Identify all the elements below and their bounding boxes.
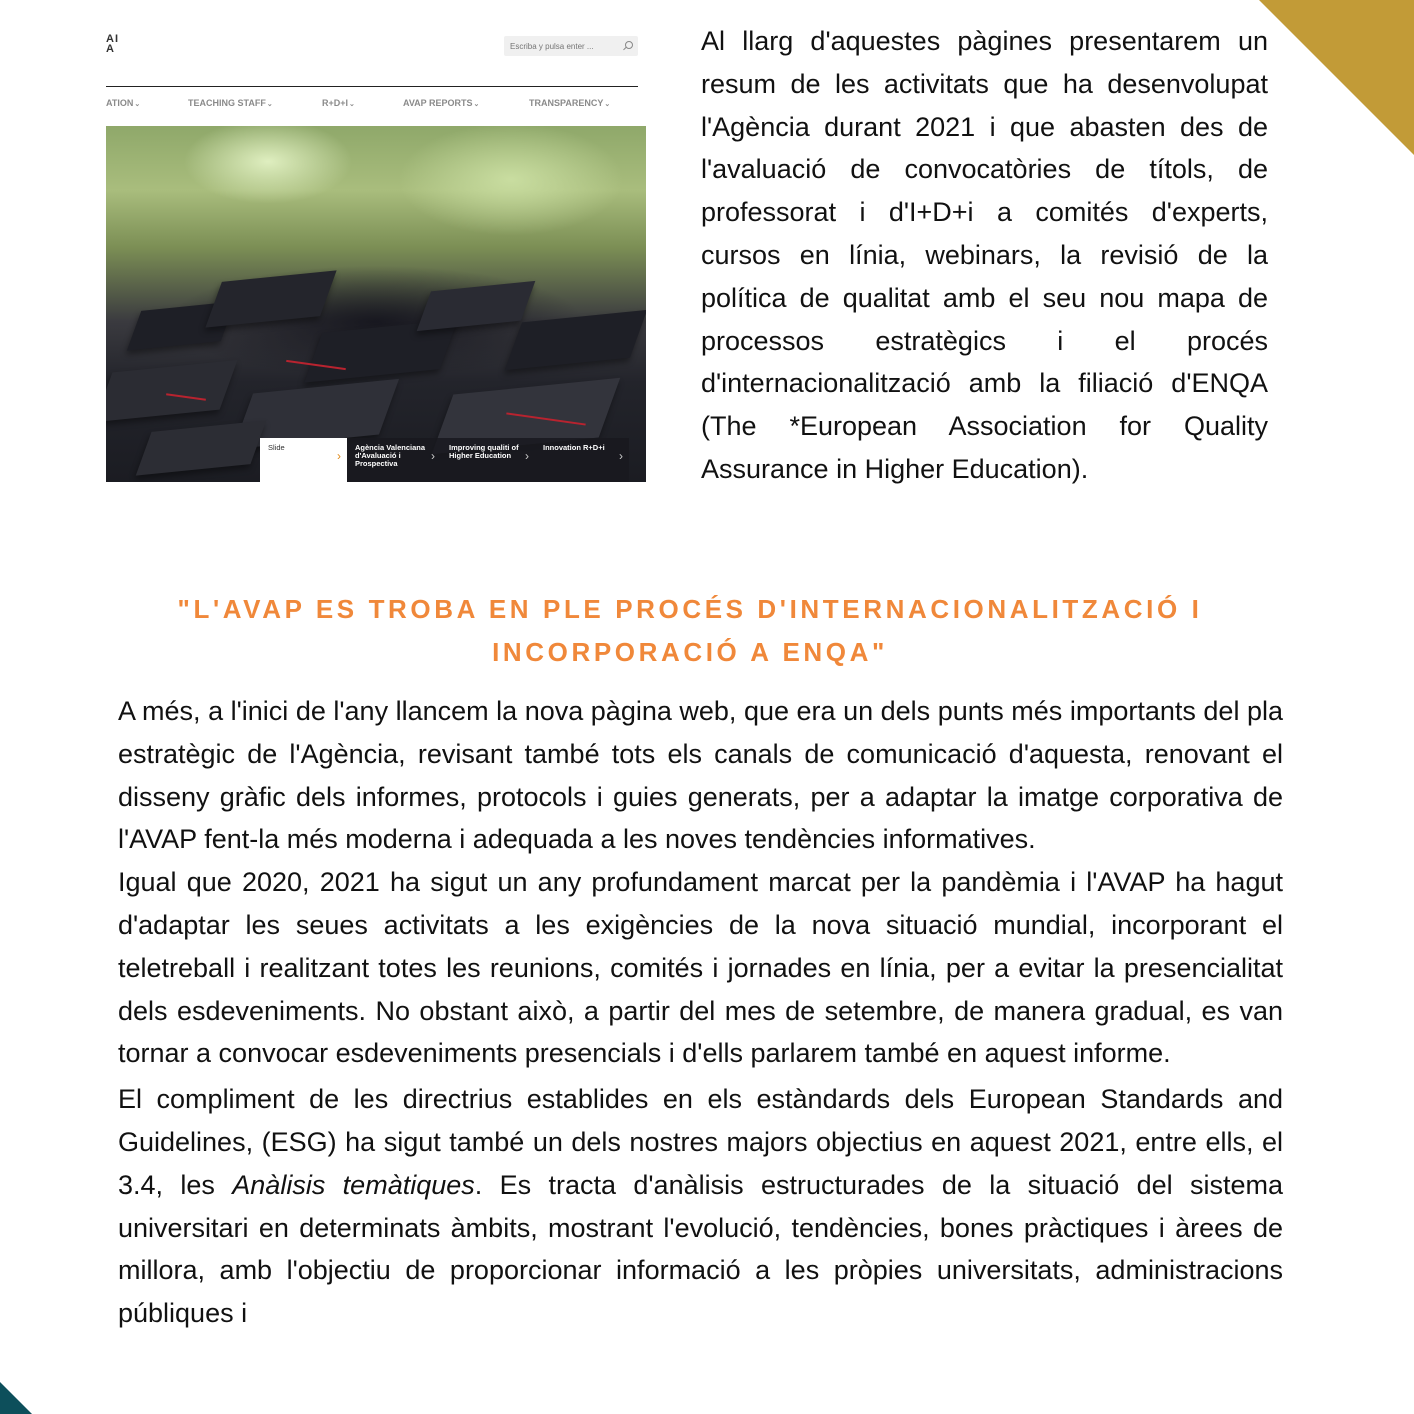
- nav-item-ation[interactable]: [106, 98, 140, 108]
- nav-item-teaching-staff[interactable]: [188, 98, 273, 108]
- site-nav: [106, 98, 646, 116]
- paragraph-web-launch: A més, a l'inici de l'any llancem la nova pàgina web, que era un dels punts més importants del pla estratègic de l'Agència, revisant també tots els canals de comunicació d'aquesta, renovant el disseny gràfic dels informes, protocols i guies generats, per a adaptar la imatge corporativa de l'AVAP fent-la més moderna i adequada a les noves tendències informatives.: [118, 696, 1283, 855]
- chevron-down-icon: ⌄: [349, 101, 355, 108]
- site-logo[interactable]: AI A: [106, 33, 119, 55]
- intro-paragraph: Al llarg d'aquestes pàgines presentarem un resum de les activitats que ha desenvolupat l'Agència durant 2021 i que abasten des de l'avaluació de convocatòries de títols, de professorat i d'I+D+i a comités d'experts, cursos en línia, webinars, la revisió de la política de qualitat amb el seu nou mapa de processos estratègics i el procés d'internacionalització amb la filiació d'ENQA (The *European Association for Quality Assurance in Higher Education).: [701, 26, 1268, 484]
- hero-image-graduation-caps: [106, 126, 646, 482]
- corner-decoration: [1259, 0, 1414, 155]
- slide-tab[interactable]: [260, 438, 347, 482]
- nav-label: ATION: [106, 98, 134, 108]
- website-screenshot: [106, 26, 646, 482]
- nav-label: TEACHING STAFF: [188, 98, 266, 108]
- chevron-right-icon: ›: [337, 449, 341, 463]
- nav-label: AVAP REPORTS: [403, 98, 473, 108]
- search-icon[interactable]: [622, 40, 634, 52]
- chevron-right-icon: ›: [431, 449, 435, 463]
- paragraph-esg-text-a: El compliment de les directrius establides en els estàndards dels European Standards and Guidelines, (ESG) ha sigut també un dels nostres majors objectius en aquest 2021, entre ells, el 3.4, les: [118, 1084, 1283, 1200]
- slide-tab-label: Improving qualiti of Higher Education: [449, 443, 519, 460]
- paragraph-esg-text-b: . Es tracta d'anàlisis estructurades de la situació del sistema universitari en determinats àmbits, mostrant l'evolució, tendències, bones pràctiques i àrees de millora, amb l'objectiu de proporcionar informació a les pròpies universitats, administracions públiques i: [118, 1169, 1283, 1329]
- chevron-down-icon: ⌄: [134, 101, 141, 108]
- nav-label: TRANSPARENCY: [529, 98, 604, 108]
- nav-item-transparency[interactable]: [529, 98, 610, 108]
- slide-tab-label: Slide: [268, 443, 285, 452]
- paragraph-pandemic: Igual que 2020, 2021 ha sigut un any profundament marcat per la pandèmia i l'AVAP ha hagut d'adaptar les seues activitats a les exigències de la nova situació mundial, incorporant el teletreball i realitzant totes les reunions, comités i jornades en línia, per a evitar la presencialitat dels esdeveniments. No obstant això, a partir del mes de setembre, de manera gradual, es van tornar a convocar esdeveniments presencials i d'ells parlarem també en aquest informe.: [118, 867, 1283, 1069]
- slide-tab[interactable]: [441, 438, 535, 482]
- site-search-input[interactable]: [504, 41, 622, 52]
- site-header: [106, 26, 638, 87]
- body-text: [118, 690, 1283, 1335]
- chevron-down-icon: ⌄: [266, 101, 273, 108]
- nav-item-avap-reports[interactable]: [403, 98, 479, 108]
- chevron-down-icon: ⌄: [604, 101, 611, 108]
- chevron-right-icon: ›: [525, 449, 529, 463]
- slider-tabs: [260, 438, 629, 482]
- slide-tab-label: Innovation R+D+i: [543, 443, 605, 452]
- chevron-right-icon: ›: [619, 449, 623, 463]
- slide-tab[interactable]: [535, 438, 629, 482]
- pull-quote: "L'AVAP ES TROBA EN PLE PROCÉS D'INTERNACIONALITZACIÓ I INCORPORACIÓ A ENQA": [177, 594, 1203, 667]
- bottom-corner-decoration: [0, 1382, 32, 1414]
- slide-tab[interactable]: [347, 438, 441, 482]
- nav-label: R+D+I: [322, 98, 349, 108]
- paragraph-esg-emphasis: Anàlisis temàtiques: [232, 1169, 475, 1200]
- paragraph-esg: [118, 1078, 1283, 1335]
- chevron-down-icon: ⌄: [473, 101, 480, 108]
- nav-item-rdi[interactable]: [322, 98, 355, 108]
- slide-tab-label: Agència Valenciana d'Avaluació i Prospectiva: [355, 443, 426, 468]
- site-search-box[interactable]: [504, 36, 638, 56]
